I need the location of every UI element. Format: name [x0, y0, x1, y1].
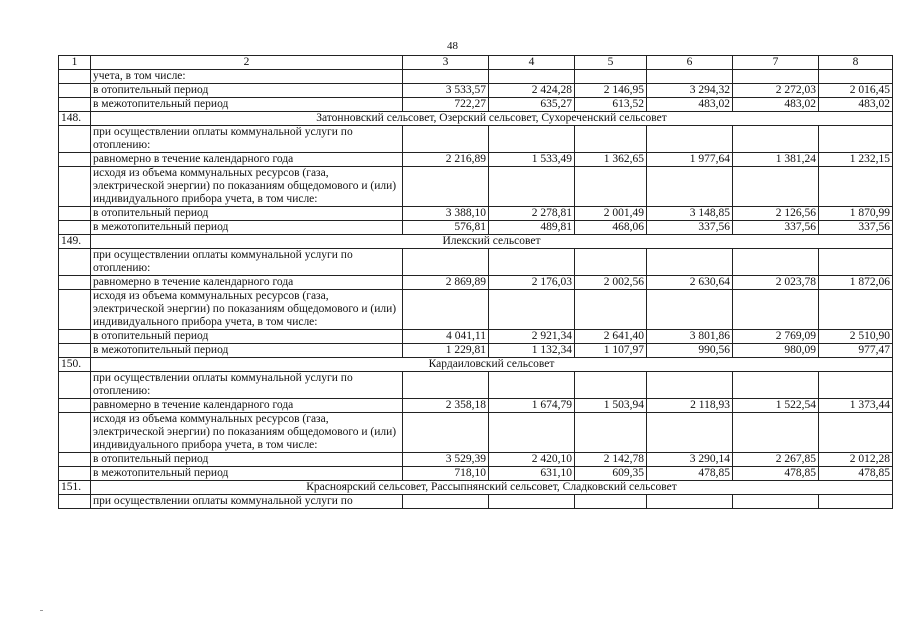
value-cell: 1 870,99	[819, 207, 893, 221]
value-cell	[489, 413, 575, 453]
value-cell	[403, 495, 489, 509]
row-label: в отопительный период	[91, 207, 403, 221]
label-row	[59, 413, 893, 453]
value-cell: 1 674,79	[489, 399, 575, 413]
section-row	[59, 358, 893, 372]
value-cell: 489,81	[489, 221, 575, 235]
value-cell	[733, 126, 819, 153]
value-cell	[733, 413, 819, 453]
value-cell: 1 373,44	[819, 399, 893, 413]
row-label: в межотопительный период	[91, 467, 403, 481]
value-cell: 2 869,89	[403, 276, 489, 290]
value-cell	[403, 249, 489, 276]
column-number: 3	[403, 56, 489, 70]
row-label: равномерно в течение календарного года	[91, 276, 403, 290]
column-number: 7	[733, 56, 819, 70]
value-cell: 1 533,49	[489, 153, 575, 167]
value-cell	[819, 290, 893, 330]
value-cell	[647, 413, 733, 453]
row-number	[59, 70, 91, 84]
value-cell: 2 420,10	[489, 453, 575, 467]
value-cell: 3 801,86	[647, 330, 733, 344]
label-row	[59, 70, 893, 84]
value-cell	[403, 372, 489, 399]
value-cell	[647, 126, 733, 153]
row-label: исходя из объема коммунальных ресурсов (газа, электрической энергии) по показаниям общедомового и (или) индивидуального прибора учета, в том числе:	[91, 167, 403, 207]
row-number	[59, 207, 91, 221]
row-number	[59, 453, 91, 467]
row-number	[59, 221, 91, 235]
column-number: 8	[819, 56, 893, 70]
row-number	[59, 167, 91, 207]
value-cell: 3 294,32	[647, 84, 733, 98]
row-number: 151.	[59, 481, 91, 495]
value-cell: 3 148,85	[647, 207, 733, 221]
row-number	[59, 153, 91, 167]
value-cell: 1 132,34	[489, 344, 575, 358]
row-label: равномерно в течение календарного года	[91, 153, 403, 167]
value-cell	[489, 290, 575, 330]
value-cell: 2 921,34	[489, 330, 575, 344]
row-number	[59, 249, 91, 276]
row-label: при осуществлении оплаты коммунальной услуги по отоплению:	[91, 249, 403, 276]
value-cell	[575, 290, 647, 330]
row-number	[59, 290, 91, 330]
value-cell	[575, 167, 647, 207]
value-cell: 2 769,09	[733, 330, 819, 344]
data-row	[59, 453, 893, 467]
row-number	[59, 330, 91, 344]
value-cell: 2 146,95	[575, 84, 647, 98]
value-cell: 609,35	[575, 467, 647, 481]
section-title: Красноярский сельсовет, Рассыпнянский сельсовет, Сладковский сельсовет	[91, 481, 893, 495]
value-cell	[575, 126, 647, 153]
section-title: Кардаиловский сельсовет	[91, 358, 893, 372]
label-row	[59, 249, 893, 276]
value-cell: 4 041,11	[403, 330, 489, 344]
tariff-table	[58, 55, 893, 509]
value-cell	[403, 413, 489, 453]
data-row	[59, 330, 893, 344]
value-cell	[403, 126, 489, 153]
value-cell: 576,81	[403, 221, 489, 235]
value-cell	[819, 70, 893, 84]
value-cell: 1 977,64	[647, 153, 733, 167]
data-row	[59, 399, 893, 413]
value-cell: 2 142,78	[575, 453, 647, 467]
row-number	[59, 467, 91, 481]
value-cell	[647, 372, 733, 399]
row-label: исходя из объема коммунальных ресурсов (газа, электрической энергии) по показаниям общедомового и (или) индивидуального прибора учета, в том числе:	[91, 290, 403, 330]
value-cell: 2 176,03	[489, 276, 575, 290]
row-number	[59, 84, 91, 98]
value-cell: 1 362,65	[575, 153, 647, 167]
row-label: при осуществлении оплаты коммунальной услуги по отоплению:	[91, 372, 403, 399]
row-number	[59, 399, 91, 413]
row-label: в межотопительный период	[91, 98, 403, 112]
value-cell: 337,56	[647, 221, 733, 235]
value-cell: 1 522,54	[733, 399, 819, 413]
column-number-row	[59, 56, 893, 70]
value-cell: 2 424,28	[489, 84, 575, 98]
column-number: 6	[647, 56, 733, 70]
value-cell: 2 001,49	[575, 207, 647, 221]
value-cell: 3 388,10	[403, 207, 489, 221]
row-number: 149.	[59, 235, 91, 249]
value-cell	[489, 249, 575, 276]
value-cell	[733, 249, 819, 276]
row-number	[59, 413, 91, 453]
label-row	[59, 290, 893, 330]
value-cell: 1 107,97	[575, 344, 647, 358]
value-cell	[733, 495, 819, 509]
value-cell	[647, 290, 733, 330]
section-title: Затонновский сельсовет, Озерский сельсовет, Сухореченский сельсовет	[91, 112, 893, 126]
value-cell: 2 012,28	[819, 453, 893, 467]
value-cell: 1 229,81	[403, 344, 489, 358]
scan-mark	[40, 610, 43, 611]
row-number	[59, 276, 91, 290]
value-cell: 483,02	[647, 98, 733, 112]
label-row	[59, 495, 893, 509]
row-label: при осуществлении оплаты коммунальной услуги по отоплению:	[91, 126, 403, 153]
value-cell	[733, 70, 819, 84]
value-cell: 483,02	[733, 98, 819, 112]
data-row	[59, 207, 893, 221]
value-cell: 478,85	[819, 467, 893, 481]
value-cell: 2 641,40	[575, 330, 647, 344]
value-cell	[489, 372, 575, 399]
row-label: в отопительный период	[91, 453, 403, 467]
value-cell: 1 503,94	[575, 399, 647, 413]
value-cell	[647, 495, 733, 509]
section-row	[59, 235, 893, 249]
value-cell: 2 267,85	[733, 453, 819, 467]
value-cell: 483,02	[819, 98, 893, 112]
value-cell	[489, 495, 575, 509]
value-cell	[403, 70, 489, 84]
value-cell: 1 232,15	[819, 153, 893, 167]
value-cell: 478,85	[647, 467, 733, 481]
row-label: равномерно в течение календарного года	[91, 399, 403, 413]
row-label: при осуществлении оплаты коммунальной услуги по	[91, 495, 403, 509]
value-cell: 2 510,90	[819, 330, 893, 344]
section-title: Илекский сельсовет	[91, 235, 893, 249]
row-number	[59, 98, 91, 112]
value-cell: 2 002,56	[575, 276, 647, 290]
column-number: 4	[489, 56, 575, 70]
value-cell	[819, 249, 893, 276]
value-cell: 977,47	[819, 344, 893, 358]
value-cell: 3 529,39	[403, 453, 489, 467]
data-row	[59, 84, 893, 98]
value-cell	[647, 167, 733, 207]
value-cell: 718,10	[403, 467, 489, 481]
value-cell	[403, 290, 489, 330]
value-cell	[403, 167, 489, 207]
row-number	[59, 344, 91, 358]
label-row	[59, 372, 893, 399]
value-cell	[733, 372, 819, 399]
value-cell: 631,10	[489, 467, 575, 481]
value-cell: 337,56	[819, 221, 893, 235]
value-cell: 1 381,24	[733, 153, 819, 167]
value-cell: 2 272,03	[733, 84, 819, 98]
value-cell: 980,09	[733, 344, 819, 358]
page-number: 48	[447, 40, 458, 52]
row-label: в отопительный период	[91, 84, 403, 98]
row-number: 150.	[59, 358, 91, 372]
value-cell	[647, 70, 733, 84]
row-number: 148.	[59, 112, 91, 126]
row-label: исходя из объема коммунальных ресурсов (газа, электрической энергии) по показаниям общедомового и (или) индивидуального прибора учета, в том числе:	[91, 413, 403, 453]
value-cell: 2 216,89	[403, 153, 489, 167]
value-cell	[733, 167, 819, 207]
value-cell	[575, 413, 647, 453]
value-cell: 613,52	[575, 98, 647, 112]
data-row	[59, 276, 893, 290]
data-row	[59, 98, 893, 112]
column-number: 2	[91, 56, 403, 70]
row-number	[59, 495, 91, 509]
column-number: 5	[575, 56, 647, 70]
row-label: в отопительный период	[91, 330, 403, 344]
value-cell: 2 016,45	[819, 84, 893, 98]
value-cell	[819, 495, 893, 509]
value-cell: 2 118,93	[647, 399, 733, 413]
value-cell	[489, 167, 575, 207]
value-cell	[819, 126, 893, 153]
value-cell	[575, 70, 647, 84]
value-cell	[819, 413, 893, 453]
value-cell	[819, 167, 893, 207]
value-cell	[733, 290, 819, 330]
data-row	[59, 467, 893, 481]
value-cell: 2 358,18	[403, 399, 489, 413]
value-cell: 3 533,57	[403, 84, 489, 98]
value-cell: 635,27	[489, 98, 575, 112]
value-cell	[489, 70, 575, 84]
value-cell	[819, 372, 893, 399]
value-cell	[489, 126, 575, 153]
label-row	[59, 126, 893, 153]
section-row	[59, 112, 893, 126]
value-cell: 722,27	[403, 98, 489, 112]
section-row	[59, 481, 893, 495]
value-cell: 2 023,78	[733, 276, 819, 290]
value-cell	[575, 495, 647, 509]
row-number	[59, 126, 91, 153]
data-row	[59, 344, 893, 358]
row-label: в межотопительный период	[91, 221, 403, 235]
value-cell: 337,56	[733, 221, 819, 235]
column-number: 1	[59, 56, 91, 70]
value-cell: 3 290,14	[647, 453, 733, 467]
value-cell: 2 630,64	[647, 276, 733, 290]
value-cell	[575, 372, 647, 399]
data-row	[59, 153, 893, 167]
row-number	[59, 372, 91, 399]
value-cell	[575, 249, 647, 276]
value-cell: 990,56	[647, 344, 733, 358]
value-cell: 2 278,81	[489, 207, 575, 221]
row-label: учета, в том числе:	[91, 70, 403, 84]
value-cell: 468,06	[575, 221, 647, 235]
value-cell: 1 872,06	[819, 276, 893, 290]
value-cell: 478,85	[733, 467, 819, 481]
row-label: в межотопительный период	[91, 344, 403, 358]
value-cell	[647, 249, 733, 276]
data-row	[59, 221, 893, 235]
value-cell: 2 126,56	[733, 207, 819, 221]
label-row	[59, 167, 893, 207]
